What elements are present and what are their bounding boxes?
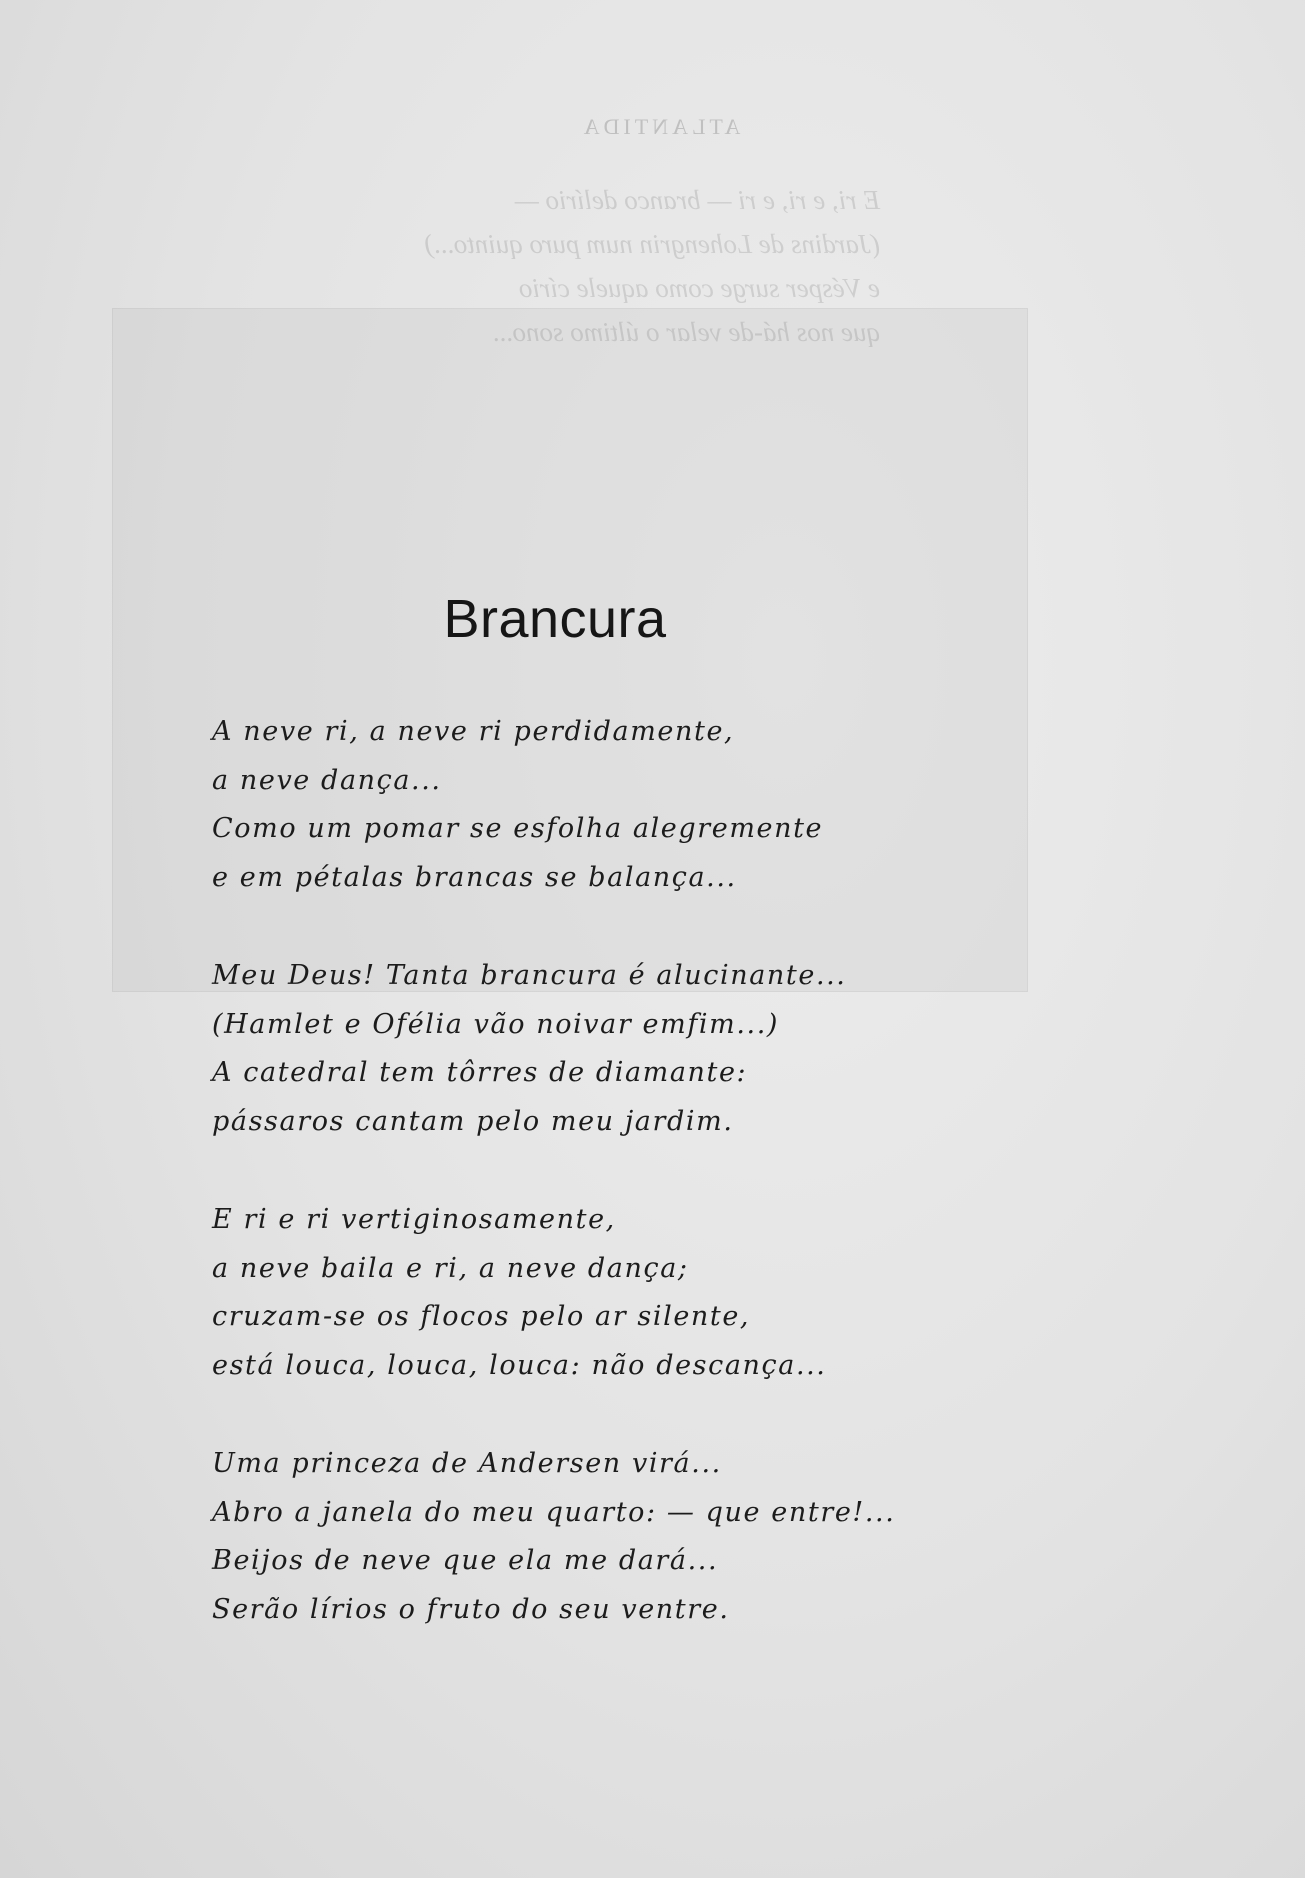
poem-line: A neve ri, a neve ri perdidamente, <box>212 716 735 747</box>
poem-line: Abro a janela do meu quarto: — que entre!... <box>212 1496 896 1528</box>
poem-body <box>212 708 972 1684</box>
poem-line: (Hamlet e Ofélia vão noivar emfim...) <box>212 1008 780 1040</box>
poem-line: Uma princeza de Andersen virá... <box>212 1448 722 1479</box>
stanza <box>212 708 972 902</box>
poem-line: E ri e ri vertiginosamente, <box>212 1204 616 1235</box>
poem-line: Beijos de neve que ela me dará... <box>212 1545 719 1576</box>
show-through-header: ATLANTIDA <box>579 114 741 139</box>
poem-line: Como um pomar se esfolha alegremente <box>212 813 824 844</box>
stanza <box>212 1196 972 1390</box>
poem-line: está louca, louca, louca: não descança... <box>212 1349 827 1381</box>
poem-line: cruzam-se os flocos pelo ar silente, <box>212 1301 751 1332</box>
poem-line: Serão lírios o fruto do seu ventre. <box>212 1593 730 1625</box>
poem-line: Meu Deus! Tanta brancura é alucinante... <box>212 960 847 991</box>
poem-line: a neve baila e ri, a neve dança; <box>212 1252 689 1284</box>
poem-line: pássaros cantam pelo meu jardim. <box>212 1105 734 1137</box>
poem-line: a neve dança... <box>212 764 442 796</box>
poem-line: A catedral tem tôrres de diamante: <box>212 1057 748 1088</box>
stanza <box>212 952 972 1146</box>
poem-title: Brancura <box>443 589 667 650</box>
poem-line: e em pétalas brancas se balança... <box>212 861 737 893</box>
show-through-text: E ri, e ri, e ri — branco delírio — (Jardins de Lohengrin num puro quinto...) e Vésper surge como aquele círio que nos há-de velar o último sono... <box>424 185 880 347</box>
stanza <box>212 1440 972 1634</box>
